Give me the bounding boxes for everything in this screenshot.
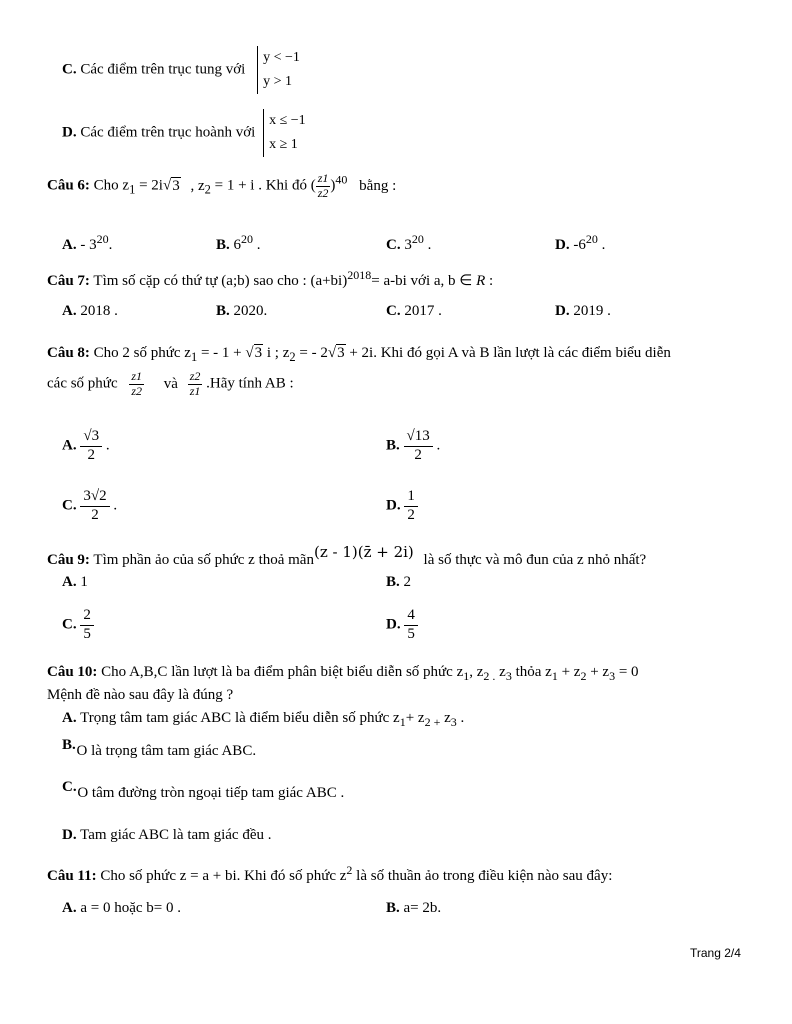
subscript: 1 <box>399 715 406 729</box>
fraction-z1-z2 <box>129 370 144 399</box>
option-base: - 3 <box>80 237 97 253</box>
stem-text: = a-bi với a, b ∈ <box>371 273 473 289</box>
fraction-den: 2 <box>414 447 422 464</box>
exponent: 20 <box>96 232 109 246</box>
option-label: C. <box>62 779 77 795</box>
fraction-num: √3 <box>80 428 102 447</box>
question-label: Câu 8: <box>47 345 90 361</box>
q7-option-b <box>216 303 267 320</box>
condition-bracket <box>263 109 306 157</box>
subscript: 1 <box>551 669 558 683</box>
subscript: 2 + <box>424 715 441 729</box>
option-text: z <box>440 710 451 726</box>
option-text: 2019 . <box>573 303 611 319</box>
option-tail: . <box>113 497 118 514</box>
fraction-num: 2 <box>80 607 94 626</box>
q10-option-b <box>62 737 259 760</box>
fraction-den: 2 <box>87 447 95 464</box>
stem-text: Cho z <box>93 177 130 194</box>
option-text: 2020. <box>233 303 268 319</box>
option-label: A. <box>62 900 77 916</box>
question-label: Câu 9: <box>47 552 90 568</box>
stem-text: = 1 + i . Khi đó ( <box>210 177 316 194</box>
stem-text: = 2i <box>135 177 163 194</box>
q8-stem-line1 <box>47 344 671 365</box>
option-text: O tâm đường tròn ngoại tiếp tam giác ABC . <box>77 785 345 801</box>
q6-option-d <box>555 232 605 254</box>
fraction-num: z1 <box>317 171 329 185</box>
q7-option-d <box>555 303 611 320</box>
option-label: B. <box>216 303 230 319</box>
page-number: Trang 2/4 <box>690 946 741 960</box>
subscript: 2 . <box>483 669 496 683</box>
q11-stem <box>47 863 612 885</box>
option-text: Tam giác ABC là tam giác đều . <box>80 827 272 843</box>
option-text: 2017 . <box>404 303 442 319</box>
question-label: Câu 6: <box>47 177 90 194</box>
subscript: 2 <box>204 182 211 197</box>
option-fraction <box>80 607 94 644</box>
q9-option-b <box>386 574 411 591</box>
exponent: 2 <box>346 863 353 877</box>
option-label: D. <box>62 124 77 141</box>
stem-text: i ; z <box>263 345 290 361</box>
option-tail: . <box>601 237 606 253</box>
subscript: 3 <box>505 669 512 683</box>
sqrt-arg: 3 <box>254 345 263 361</box>
q9-option-a <box>62 574 88 591</box>
fraction-num: 4 <box>404 607 418 626</box>
fraction-den: z2 <box>317 185 329 200</box>
option-base: 6 <box>233 237 242 253</box>
q6-option-c <box>386 232 431 254</box>
condition-2: x ≥ 1 <box>269 137 298 152</box>
stem-text: + 2i. Khi đó gọi A và B lần lượt là các điểm biểu diễn <box>345 345 671 361</box>
option-label: D. <box>386 497 401 514</box>
subscript: 3 <box>609 669 616 683</box>
condition-2: y > 1 <box>263 74 292 89</box>
q5-option-c <box>62 46 300 94</box>
option-tail: . <box>105 437 110 454</box>
fraction-den: z2 <box>131 383 143 398</box>
stem-text: và <box>163 375 178 392</box>
fraction-num: 3√2 <box>80 488 109 507</box>
stem-text: là số thực và mô đun của z nhỏ nhất? <box>423 552 647 568</box>
option-label: B. <box>386 437 400 454</box>
q7-stem <box>47 268 493 290</box>
q9-option-c <box>62 607 94 644</box>
question-label: Câu 11: <box>47 868 97 884</box>
stem-text: thỏa z <box>511 664 552 680</box>
fraction-num: z1 <box>131 369 143 383</box>
fraction-den: 2 <box>91 507 99 524</box>
q9-stem <box>47 543 647 569</box>
q9-option-d <box>386 607 418 644</box>
q10-stem-line2 <box>47 687 233 704</box>
subscript: 3 <box>450 715 457 729</box>
q5-option-d <box>62 109 306 157</box>
q6-option-a <box>62 232 112 254</box>
q10-stem-line1 <box>47 664 639 684</box>
stem-text: , z <box>190 177 205 194</box>
q10-option-c <box>62 779 347 802</box>
option-label: C. <box>62 497 77 514</box>
q7-option-c <box>386 303 442 320</box>
stem-text: = 0 <box>615 664 639 680</box>
stem-text: z <box>495 664 506 680</box>
exponent: 20 <box>411 232 424 246</box>
stem-text: = - 1 + <box>197 345 242 361</box>
option-fraction <box>80 428 102 465</box>
option-label: A. <box>62 237 77 253</box>
stem-text: Tìm phần ảo của số phức z thoả mãn <box>93 552 314 568</box>
option-label: D. <box>62 827 77 843</box>
condition-1: x ≤ −1 <box>269 113 306 128</box>
stem-text: bằng : <box>359 177 397 194</box>
option-label: A. <box>62 303 77 319</box>
fraction-z1-z2 <box>316 172 331 201</box>
math-expression: (z - 1)(z̄ + 2i) <box>313 543 414 561</box>
option-label: B. <box>216 237 230 253</box>
option-text: O là trọng tâm tam giác ABC. <box>76 743 257 759</box>
fraction-den: 2 <box>407 507 415 524</box>
exponent: 40 <box>335 172 348 187</box>
option-tail: . <box>256 237 261 253</box>
stem-text: là số thuần ảo trong điều kiện nào sau đây: <box>352 868 613 884</box>
option-label: D. <box>386 616 401 633</box>
exponent: 20 <box>241 232 254 246</box>
fraction-num: 1 <box>404 488 418 507</box>
option-label: D. <box>555 303 570 319</box>
stem-text: + z <box>557 664 581 680</box>
option-label: A. <box>62 574 77 590</box>
question-label: Câu 10: <box>47 664 98 680</box>
fraction-den: 5 <box>407 626 415 643</box>
stem-text: Tìm số cặp có thứ tự (a;b) sao cho : (a+bi) <box>93 273 348 289</box>
subscript: 1 <box>129 182 136 197</box>
stem-text: Cho số phức z = a + bi. Khi đó số phức z <box>100 868 347 884</box>
q6-option-b <box>216 232 261 254</box>
q8-stem-line2 <box>47 370 294 399</box>
option-label: D. <box>555 237 570 253</box>
exponent: 2018 <box>347 268 372 282</box>
fraction-num: √13 <box>404 428 433 447</box>
option-label: A. <box>62 437 77 454</box>
condition-1: y < −1 <box>263 50 300 65</box>
option-label: B. <box>386 574 400 590</box>
option-label: B. <box>386 900 400 916</box>
q6-stem: Câu 6: Cho $z_1 = 2i√3$ , $z_2 = 1 + i$ . Khi đó ( $\frac{z1}{z2}$ )$^{40}$ bằng : <box>47 171 397 200</box>
sqrt-symbol: √ <box>327 345 337 361</box>
option-text: Các điểm trên trục tung với <box>80 61 246 78</box>
stem-text: Cho 2 số phức z <box>93 345 191 361</box>
option-base: 3 <box>404 237 412 253</box>
option-label: B. <box>62 737 76 753</box>
subscript: 1 <box>190 350 198 364</box>
stem-text: các số phức <box>47 375 118 392</box>
option-tail: . <box>456 710 465 726</box>
subscript: 1 <box>463 669 470 683</box>
fraction-den: 5 <box>83 626 91 643</box>
stem-text: + z <box>586 664 610 680</box>
option-tail: . <box>436 437 441 454</box>
option-tail: . <box>108 237 113 253</box>
q8-option-a <box>62 428 110 465</box>
q8-option-c <box>62 488 117 525</box>
option-fraction <box>80 488 109 525</box>
stem-text: = - 2 <box>295 345 328 361</box>
q7-option-a <box>62 303 118 320</box>
option-label: C. <box>386 237 401 253</box>
option-text: a= 2b. <box>403 900 442 916</box>
subscript: 2 <box>580 669 587 683</box>
sqrt-arg: 3 <box>337 345 345 361</box>
sqrt-symbol: √ <box>245 345 254 361</box>
fraction-num: z2 <box>189 369 201 383</box>
option-tail: . <box>427 237 432 253</box>
fraction-den: z1 <box>189 383 201 398</box>
q11-option-a <box>62 900 181 917</box>
option-label: A. <box>62 710 77 726</box>
option-label: C. <box>62 61 77 78</box>
sqrt-symbol: √ <box>162 177 172 194</box>
option-text: 2 <box>403 574 412 590</box>
option-label: C. <box>62 616 77 633</box>
option-text: + z <box>405 710 425 726</box>
option-fraction <box>404 488 418 525</box>
stem-text: : <box>489 273 494 289</box>
option-base: -6 <box>573 237 586 253</box>
option-text: Trọng tâm tam giác ABC là điểm biểu diễn số phức z <box>80 710 400 726</box>
option-label: C. <box>386 303 401 319</box>
sqrt-arg: 3 <box>172 177 180 194</box>
stem-text: Mệnh đề nào sau đây là đúng ? <box>47 687 234 703</box>
q8-option-d <box>386 488 418 525</box>
stem-text: Cho A,B,C lần lượt là ba điểm phân biệt biểu diễn số phức z <box>101 664 464 680</box>
option-fraction <box>404 607 418 644</box>
option-fraction <box>404 428 433 465</box>
q11-option-b <box>386 900 441 917</box>
exponent: 20 <box>585 232 598 246</box>
q10-option-a <box>62 710 464 730</box>
option-text: 2018 . <box>80 303 118 319</box>
option-text: 1 <box>80 574 88 590</box>
option-text: Các điểm trên trục hoành với <box>80 124 256 141</box>
stem-text: , z <box>469 664 484 680</box>
fraction-z2-z1 <box>188 370 203 399</box>
option-text: a = 0 hoặc b= 0 . <box>80 900 181 916</box>
question-label: Câu 7: <box>47 273 90 289</box>
subscript: 2 <box>289 350 296 364</box>
condition-bracket <box>257 46 300 94</box>
q8-option-b <box>386 428 440 465</box>
stem-text: .Hãy tính AB : <box>206 375 294 392</box>
real-set-symbol: R <box>476 273 486 289</box>
q10-option-d <box>62 827 271 844</box>
